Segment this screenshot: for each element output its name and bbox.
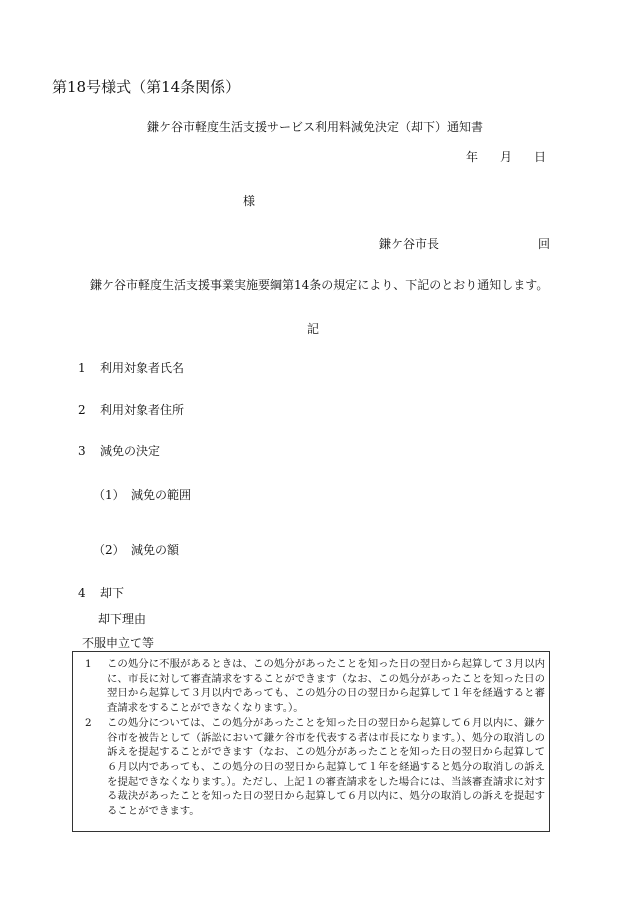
item-label: 減免の決定: [100, 444, 161, 458]
notice-label: 不服申立て等: [82, 636, 155, 650]
form-number: 第18号様式（第14条関係）: [52, 78, 241, 96]
date-year: 年: [465, 150, 478, 164]
date-month: 月: [499, 150, 512, 164]
ki-heading: 記: [307, 322, 320, 336]
issuer-name: 鎌ケ谷市長: [379, 237, 440, 251]
item-label: 利用対象者氏名: [100, 361, 185, 375]
notice-box: [72, 651, 550, 832]
sub-item-label: 減免の額: [131, 543, 180, 557]
item-4: [78, 584, 124, 601]
item-number: 3: [78, 444, 86, 458]
notice-item-text: この処分については、この処分があったことを知った日の翌日から起算して６月以内に、鎌ケ谷市を被告として（訴訟において鎌ケ谷市を代表する者は市長になります。）、処分の取消しの訴えを提起することができます（なお、この処分があったことを知った日の翌日から起算して６月以内であっても、この処分の日の翌日から起算して１年を経過すると処分の取消しの訴えを提起できなくなります。）。ただし、上記１の審査請求をした場合には、当該審査請求に対する裁決があったことを知った日の翌日から起算して６月以内に、処分の取消しの訴えを提起することができます。: [107, 716, 545, 818]
item-3: [78, 442, 160, 459]
item-number: 4: [78, 586, 86, 600]
sub-item-2: [93, 541, 179, 558]
item-label: 却下: [100, 586, 125, 600]
addressee-suffix: 様: [243, 194, 256, 208]
sub-item-label: 減免の範囲: [131, 488, 192, 502]
intro-text: 鎌ケ谷市軽度生活支援事業実施要綱第14条の規定により、下記のとおり通知します。: [90, 278, 549, 292]
sub-item-number: （2）: [93, 543, 125, 557]
notice-item-2: [79, 716, 545, 819]
date-day: 日: [533, 150, 546, 164]
notice-item-number: 2: [85, 716, 92, 729]
item-2: [78, 401, 184, 418]
document-title: 鎌ケ谷市軽度生活支援サービス利用料減免決定（却下）通知書: [146, 120, 483, 134]
notice-item-text: この処分に不服があるときは、この処分があったことを知った日の翌日から起算して３月以内に、市長に対して審査請求をすることができます（なお、この処分があったことを知った日の翌日から起算して３月以内であっても、この処分の日の翌日から起算して１年を経過すると審査請求をすることができなくなります。）。: [107, 658, 545, 715]
notice-item-1: [79, 657, 545, 716]
date-line: [466, 148, 546, 165]
sub-item-1: [93, 486, 191, 503]
seal-mark: 回: [538, 237, 551, 251]
rejection-reason-label: 却下理由: [98, 612, 147, 626]
item-number: 2: [78, 403, 86, 417]
sub-item-number: （1）: [93, 488, 125, 502]
item-label: 利用対象者住所: [100, 403, 185, 417]
item-1: [78, 359, 184, 376]
item-number: 1: [78, 361, 86, 375]
notice-item-number: 1: [85, 658, 92, 670]
